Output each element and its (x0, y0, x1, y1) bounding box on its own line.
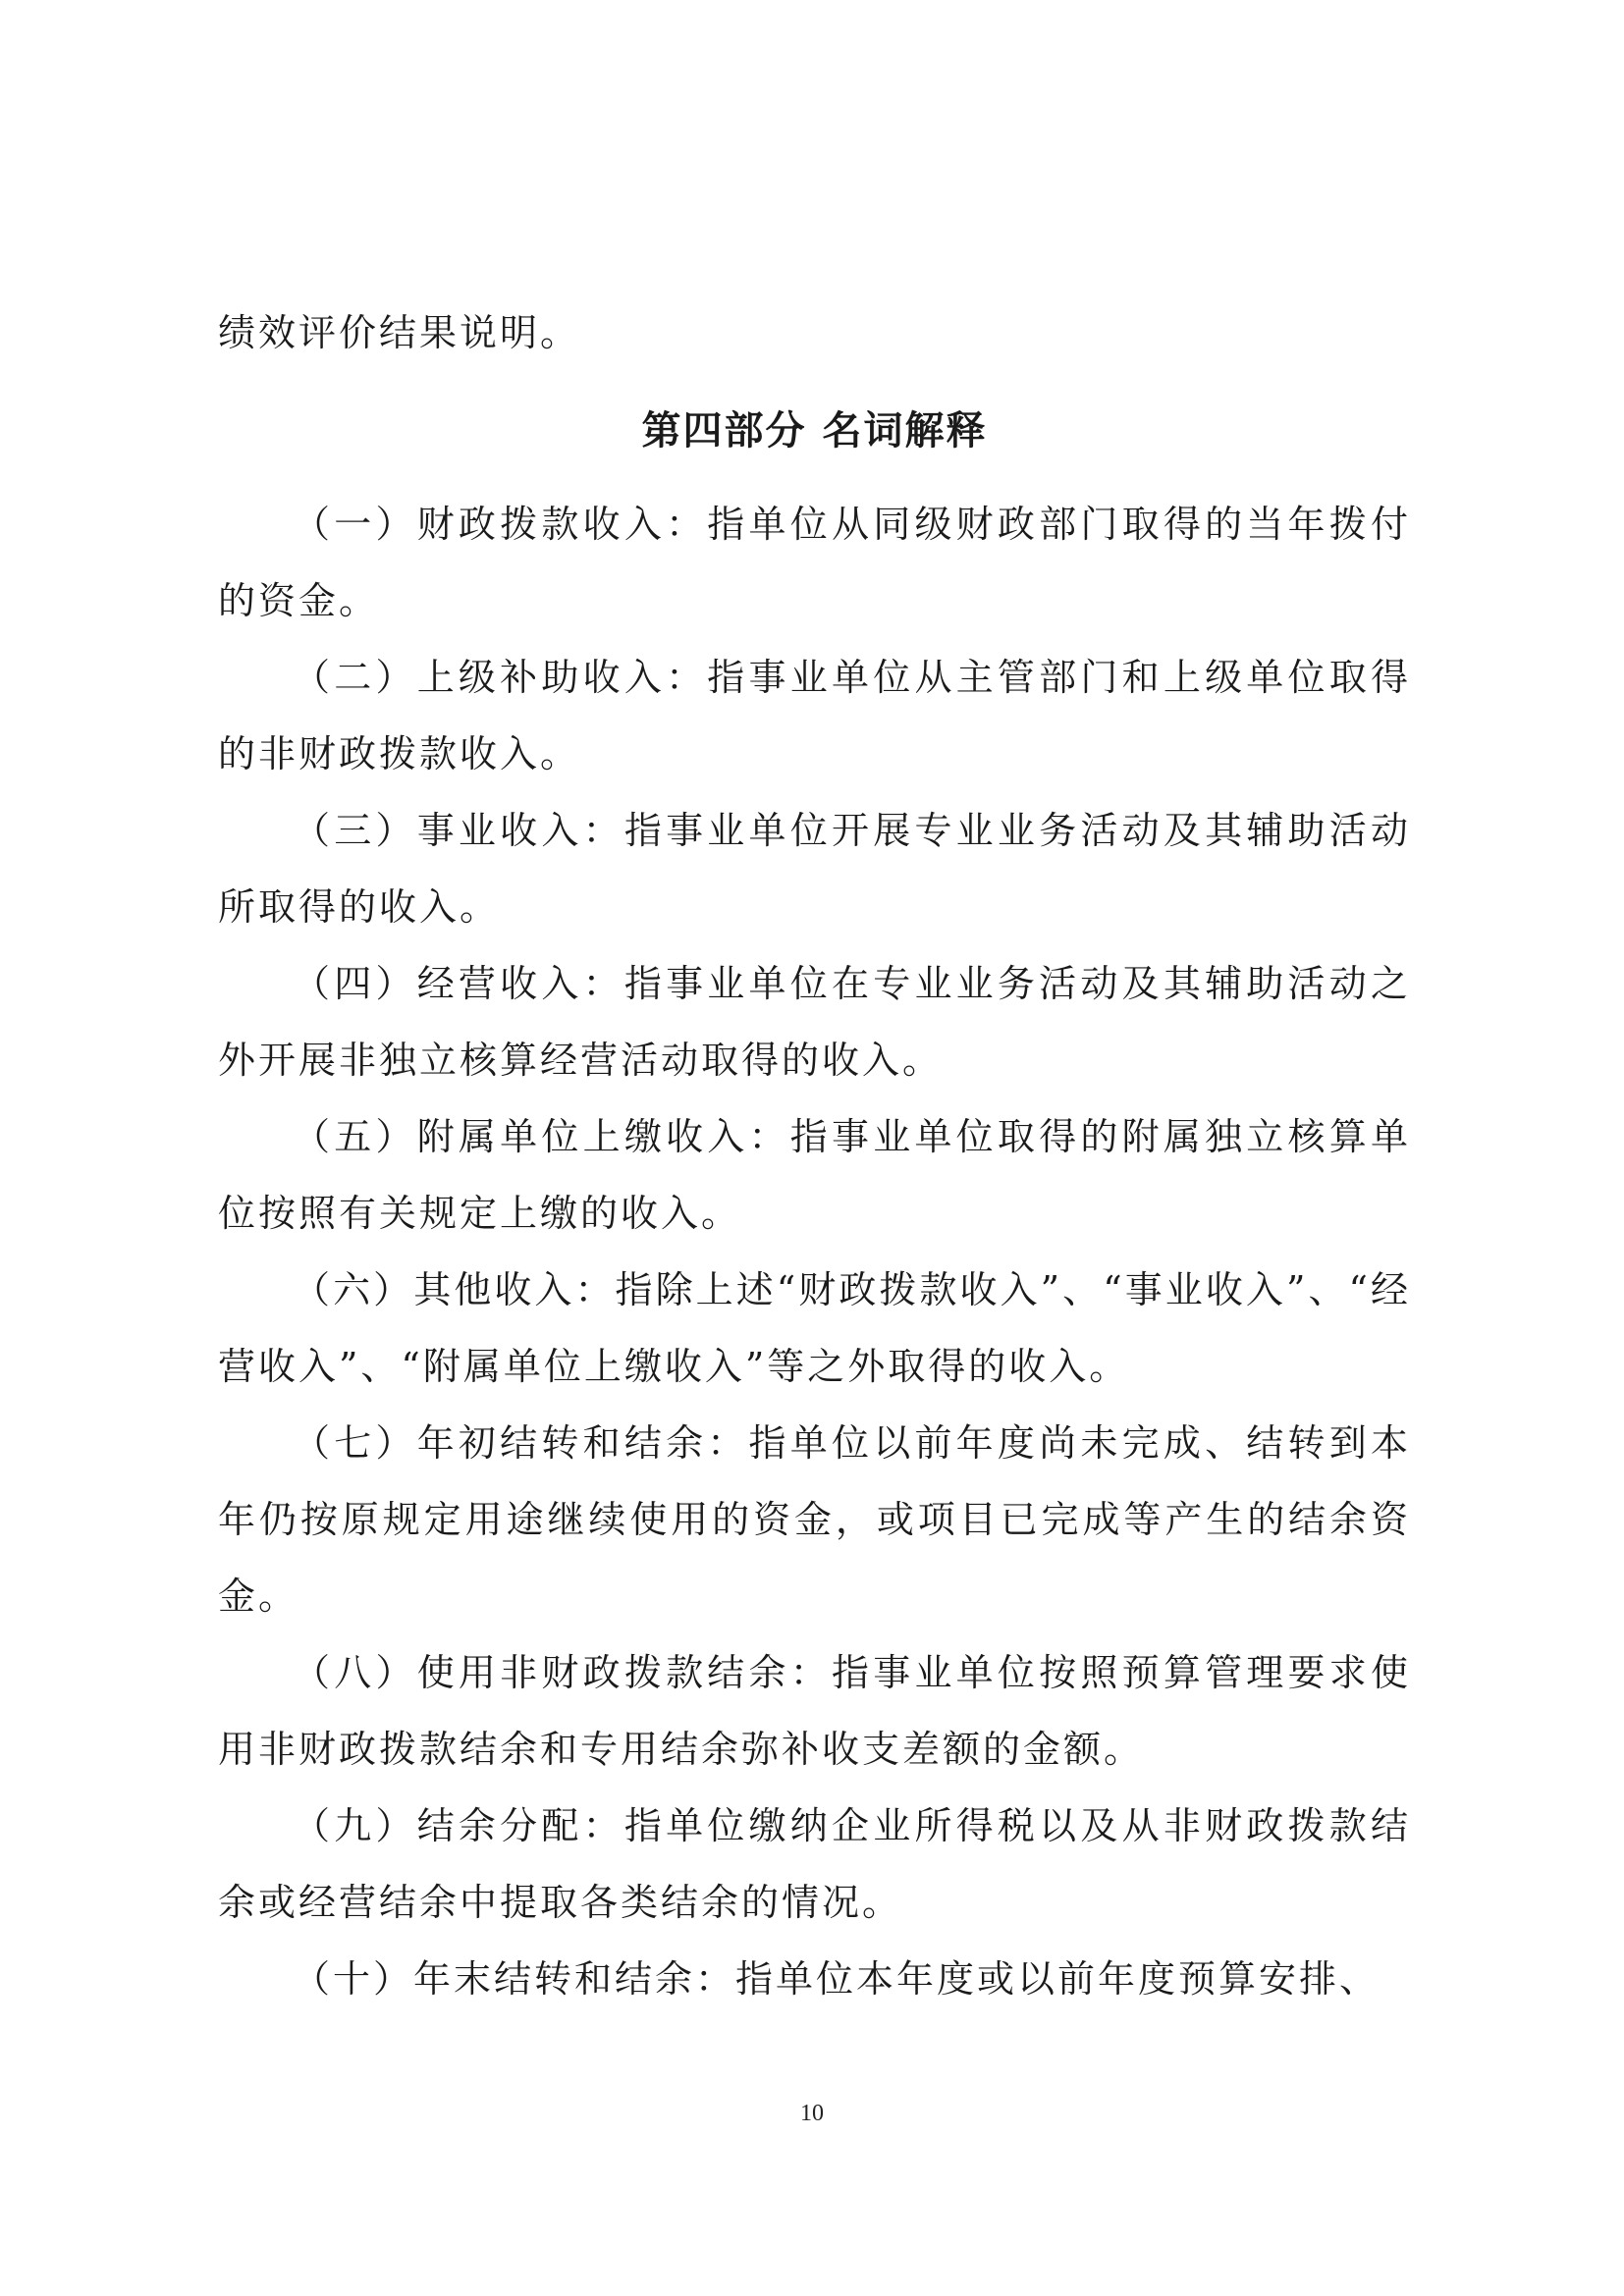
definition-paragraph: （三）事业收入：指事业单位开展专业业务活动及其辅助活动所取得的收入。 (218, 809, 1411, 929)
definition-paragraph: （六）其他收入：指除上述“财政拨款收入”、“事业收入”、“经营收入”、“附属单位上缴收入”等之外取得的收入。 (218, 1268, 1411, 1388)
definition-paragraph: （八）使用非财政拨款结余：指事业单位按照预算管理要求使用非财政拨款结余和专用结余弥补收支差额的金额。 (218, 1651, 1411, 1771)
definition-paragraph: （七）年初结转和结余：指单位以前年度尚未完成、结转到本年仍按原规定用途继续使用的资金，或项目已完成等产生的结余资金。 (218, 1421, 1411, 1618)
definitions-list (218, 486, 1411, 2017)
definition-paragraph: （二）上级补助收入：指事业单位从主管部门和上级单位取得的非财政拨款收入。 (218, 656, 1411, 775)
page-number: 10 (800, 2101, 824, 2126)
definition-paragraph: （一）财政拨款收入：指单位从同级财政部门取得的当年拨付的资金。 (218, 503, 1411, 622)
section-title: 第四部分 名词解释 (641, 408, 988, 454)
intro-line: 绩效评价结果说明。 (218, 311, 581, 354)
definition-paragraph: （四）经营收入：指事业单位在专业业务活动及其辅助活动之外开展非独立核算经营活动取得的收入。 (218, 962, 1411, 1082)
definition-paragraph: （九）结余分配：指单位缴纳企业所得税以及从非财政拨款结余或经营结余中提取各类结余的情况。 (218, 1804, 1411, 1924)
definition-paragraph: （十）年末结转和结余：指单位本年度或以前年度预算安排、 (293, 1957, 1380, 2001)
definition-paragraph: （五）附属单位上缴收入：指事业单位取得的附属独立核算单位按照有关规定上缴的收入。 (218, 1115, 1411, 1235)
